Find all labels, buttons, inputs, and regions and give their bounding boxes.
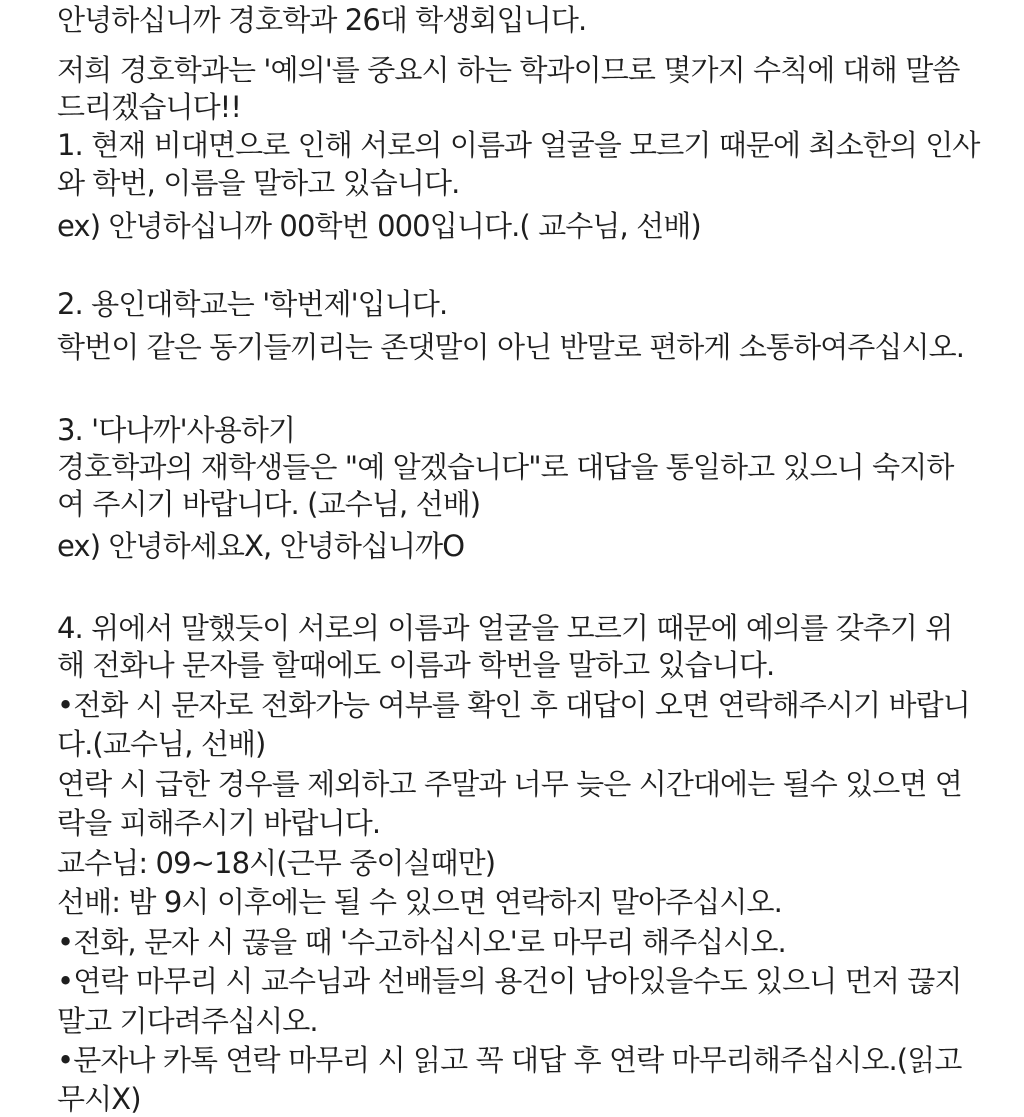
rule-4-bullet-reply-cont: 무시X) [57, 1082, 141, 1116]
intro-line: 저희 경호학과는 '예의'를 중요시 하는 학과이므로 몇가지 수칙에 대해 말씀 [57, 53, 960, 87]
rule-4-contact-time-cont: 락을 피해주시기 바랍니다. [57, 806, 381, 840]
rule-3-detail: 경호학과의 재학생들은 "예 알겠습니다"로 대답을 통일하고 있으니 숙지하 [57, 450, 954, 484]
rule-4-professor-hours: 교수님: 09~18시(근무 중이실때만) [57, 846, 496, 880]
rule-3-line: 3. '다나까'사용하기 [57, 413, 296, 447]
rule-4-bullet-call-cont: 다.(교수님, 선배) [57, 727, 266, 761]
rule-4-line: 4. 위에서 말했듯이 서로의 이름과 얼굴을 모르기 때문에 예의를 갖추기 위 [57, 611, 953, 645]
rule-4-bullet-wait-cont: 말고 기다려주십시오. [57, 1004, 318, 1038]
rule-4-bullet-reply: •문자나 카톡 연락 마무리 시 읽고 꼭 대답 후 연락 마무리해주십시오.(읽고 [57, 1043, 962, 1077]
intro-line-cont: 드리겠습니다!! [57, 90, 242, 124]
rule-4-bullet-hangup: •전화, 문자 시 끊을 때 '수고하십시오'로 마무리 해주십시오. [57, 925, 786, 959]
rule-3-example: ex) 안녕하세요X, 안녕하십니까O [57, 529, 465, 563]
rule-2-line: 2. 용인대학교는 '학번제'입니다. [57, 287, 448, 321]
rule-1-line: 1. 현재 비대면으로 인해 서로의 이름과 얼굴을 모르기 때문에 최소한의 인사 [57, 128, 980, 162]
rule-4-bullet-wait: •연락 마무리 시 교수님과 선배들의 용건이 남아있을수도 있으니 먼저 끊지 [57, 964, 962, 998]
rule-4-line-cont: 해 전화나 문자를 할때에도 이름과 학번을 말하고 있습니다. [57, 648, 775, 682]
rule-1-line-cont: 와 학번, 이름을 말하고 있습니다. [57, 166, 460, 200]
rule-3-detail-cont: 여 주시기 바랍니다. (교수님, 선배) [57, 487, 481, 521]
rule-4-senior-hours: 선배: 밤 9시 이후에는 될 수 있으면 연락하지 말아주십시오. [57, 885, 782, 919]
greeting-line: 안녕하십니까 경호학과 26대 학생회입니다. [57, 3, 587, 37]
rule-2-detail: 학번이 같은 동기들끼리는 존댓말이 아닌 반말로 편하게 소통하여주십시오. [57, 330, 965, 364]
rule-4-contact-time: 연락 시 급한 경우를 제외하고 주말과 너무 늦은 시간대에는 될수 있으면 연 [57, 767, 962, 801]
rule-1-example: ex) 안녕하십니까 00학번 000입니다.( 교수님, 선배) [57, 209, 701, 243]
rule-4-bullet-call: •전화 시 문자로 전화가능 여부를 확인 후 대답이 오면 연락해주시기 바랍니 [57, 688, 970, 722]
